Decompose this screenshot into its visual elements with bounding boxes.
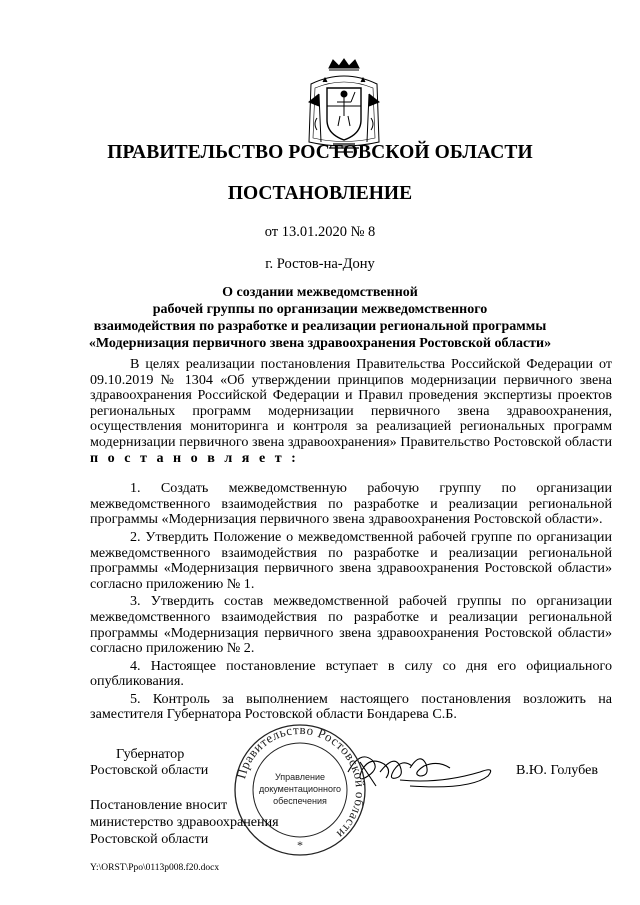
government-title: ПРАВИТЕЛЬСТВО РОСТОВСКОЙ ОБЛАСТИ (107, 142, 533, 163)
stamp-outer-text: Правительство Ростовской области (233, 722, 368, 843)
document-subject (0, 284, 640, 352)
issuer-line: Постановление вносит (90, 797, 228, 813)
position-line: Ростовской области (90, 762, 209, 778)
clause-5: 5. Контроль за выполнением настоящего постановления возложить на заместителя Губернатора Ростовской области Бондарева С.Б. (90, 690, 612, 723)
clause-2: 2. Утвердить Положение о межведомственной рабочей группе по организации межведомственного взаимодействия по разработке и реализации региональной программы «Модернизация первичного звена здравоохранения Ростовской области» согласно приложению № 1. (90, 528, 612, 592)
stamp-inner-line: обеспечения (273, 796, 327, 806)
document-body (90, 357, 612, 723)
date-and-number: от 13.01.2020 № 8 (264, 224, 376, 240)
issuer-line: министерство здравоохранения (90, 814, 279, 830)
stamp-star: * (297, 838, 303, 852)
clause-3: 3. Утвердить состав межведомственной рабочей группы по организации межведомственного взаимодействия по разработке и реализации региональной программы «Модернизация первичного звена здравоохранения Ростовской области» согласно приложению № 2. (90, 593, 612, 657)
subject-line: взаимодействия по разработке и реализации региональной программы (93, 319, 547, 334)
stamp-inner-line: Управление (274, 772, 326, 782)
decree-word: п о с т а н о в л я е т : (90, 449, 299, 466)
clause-4: 4. Настоящее постановление вступает в силу со дня его официального опубликования. (90, 657, 612, 690)
city: г. Ростов-на-Дону (265, 256, 375, 272)
issuer-block (90, 797, 279, 848)
issuer-line: Ростовской области (90, 831, 209, 847)
preamble-paragraph (90, 357, 612, 466)
subject-line: рабочей группы по организации межведомственного (152, 302, 488, 317)
stamp-inner-line: документационного (258, 784, 342, 794)
position-line: Губернатор (116, 746, 185, 762)
subject-line: О создании межведомственной (222, 285, 418, 300)
subject-line: «Модернизация первичного звена здравоохранения Ростовской области» (88, 336, 552, 351)
signatory-position (90, 746, 208, 778)
preamble-text: В целях реализации постановления Правительства Российской Федерации от 09.10.2019 № 1304 «Об утверждении принципов модернизации первичного звена здравоохранения Российской Федерации и Правил проведения экспертизы проектов региональных программ модернизации первичного звена здравоохранения, осуществления мониторинга и контроля за реализацией региональных программ модернизации первичного звена здравоохранения» Правительство Ростовской области (90, 356, 612, 450)
document-type: ПОСТАНОВЛЕНИЕ (227, 183, 413, 204)
file-path: Y:\ORST\Ppo\0113p008.f20.docx (90, 863, 220, 873)
signatory-name: В.Ю. Голубев (516, 762, 599, 778)
clause-1: 1. Создать межведомственную рабочую группу по организации межведомственного взаимодействия по разработке и реализации региональной программы «Модернизация первичного звена здравоохранения Ростовской области». (90, 480, 612, 528)
